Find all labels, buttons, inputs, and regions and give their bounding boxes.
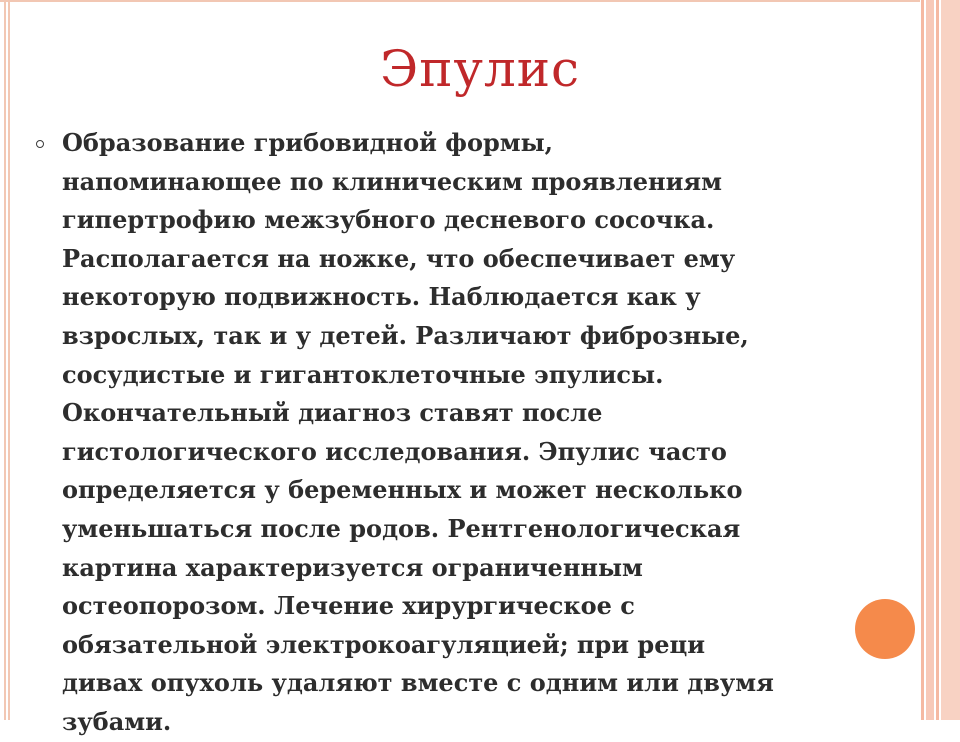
body-line: обязательной электрокоагуляцией; при реци bbox=[62, 629, 706, 659]
body-line: напоминающее по клиническим проявлениям bbox=[62, 166, 722, 196]
body-line: зубами. bbox=[62, 706, 172, 736]
body-line: Располагается на ножке, что обеспечивает ему bbox=[62, 243, 736, 273]
body-line: гипертрофию межзубного десневого сосочка. bbox=[62, 205, 715, 235]
body-line: картина характеризуется ограниченным bbox=[62, 552, 643, 582]
body-text bbox=[62, 124, 928, 742]
body-line: гистологического исследования. Эпулис часто bbox=[62, 436, 727, 466]
orange-circle-decoration bbox=[855, 599, 915, 659]
body-line: остеопорозом. Лечение хирургическое с bbox=[62, 591, 635, 621]
body-line: некоторую подвижность. Наблюдается как у bbox=[62, 282, 701, 312]
bullet-circle-icon bbox=[36, 140, 44, 148]
body-line: взрослых, так и у детей. Различают фиброзные, bbox=[62, 320, 749, 350]
body-line: дивах опухоль удаляют вместе с одним или двумя bbox=[62, 668, 774, 698]
body-line: сосудистые и гигантоклеточные эпулисы. bbox=[62, 359, 664, 389]
frame-top-line bbox=[0, 0, 920, 2]
right-stripe bbox=[941, 0, 960, 720]
right-stripe bbox=[936, 0, 939, 720]
body-line: Образование грибовидной формы, bbox=[62, 128, 553, 157]
slide-title: Эпулис bbox=[379, 40, 581, 98]
body-line: определяется у беременных и может несколько bbox=[62, 475, 743, 505]
body-line: уменьшаться после родов. Рентгенологическая bbox=[62, 513, 741, 543]
body-line: Окончательный диагноз ставят после bbox=[62, 398, 603, 428]
frame-left-line bbox=[4, 0, 6, 720]
frame-left-line-inner bbox=[8, 0, 10, 720]
